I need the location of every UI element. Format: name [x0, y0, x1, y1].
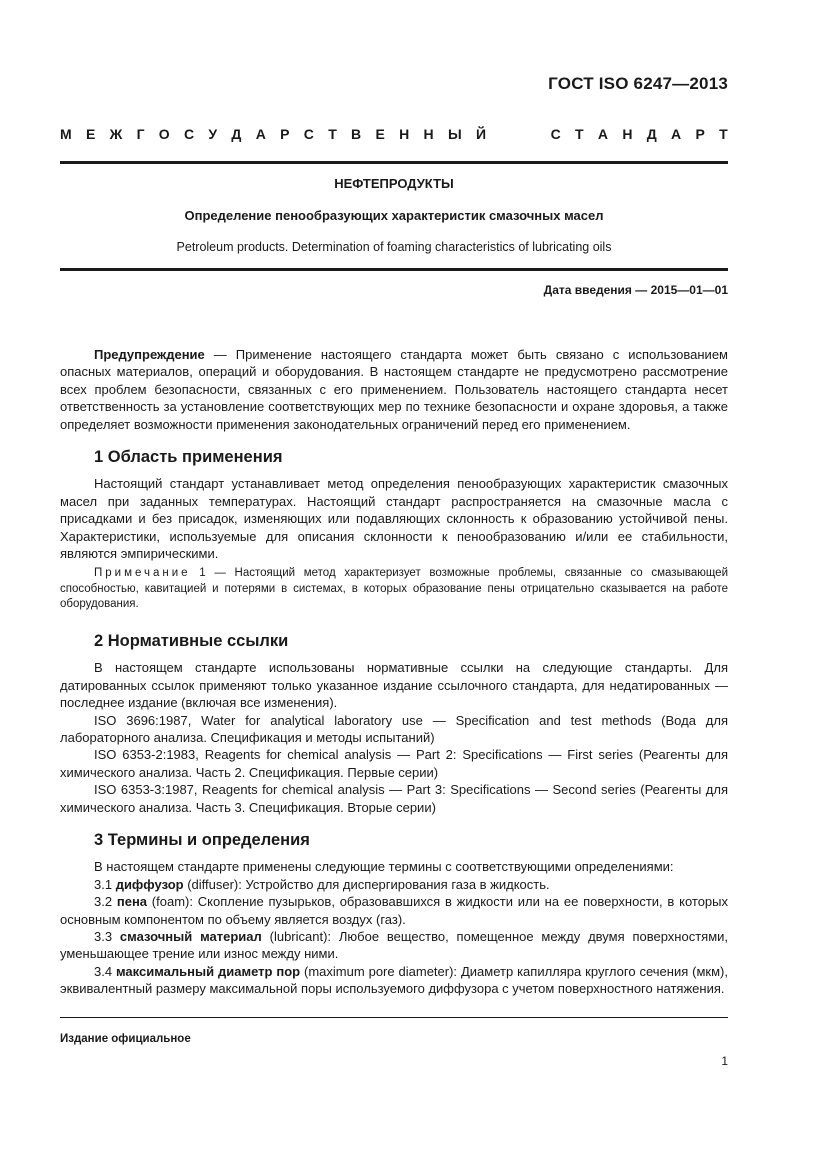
note: [60, 566, 728, 613]
document-number: ГОСТ ISO 6247—2013: [548, 74, 728, 93]
doc-type-letter: Е: [375, 126, 385, 142]
document-subtitle: Определение пенообразующих характеристик смазочных масел: [184, 208, 604, 223]
note-text: 1 — Настоящий метод характеризует возможные проблемы, связанные со смазывающей способностью, кавитацией и потерями в системах, в которых образование пены отрицательно сказывается на работе оборудования.: [60, 567, 728, 611]
warning-paragraph: [60, 346, 728, 433]
term: диффузор: [115, 876, 184, 892]
section-3: [60, 832, 728, 998]
doc-type-letter: Г: [136, 126, 145, 142]
footer-divider: [60, 1017, 728, 1018]
doc-type-letter: Н: [622, 126, 633, 142]
doc-type-letter: А: [597, 126, 609, 142]
doc-type-letter: С: [550, 126, 561, 142]
doc-type-letter: Т: [575, 126, 584, 142]
warning-text: — Применение настоящего стандарта может быть связано с использованием опасных материалов, операций и оборудования. В настоящем стандарте не предусмотрено рассмотрение всех проблем безопасности, связанных с его применением. Пользователь настоящего стандарта несет ответственность за установление соответствующих мер по технике безопасности и охране здоровья, а также определяет возможности применения законодательных ограничений перед его применением.: [60, 347, 728, 432]
term: пена: [116, 894, 148, 910]
document-type-heading: [60, 126, 728, 142]
doc-type-letter: А: [255, 126, 266, 142]
term: смазочный материал: [119, 929, 262, 945]
section-heading: 1 Область применения: [94, 448, 283, 466]
doc-type-letter: В: [351, 126, 362, 142]
reference-item: ISO 3696:1987, Water for analytical laboratory use — Specification and test methods (Вода для лабораторного анализа. Спецификация и методы испытаний): [60, 712, 728, 746]
term-definition: 3.1 диффузор (diffuser): Устройство для диспергирования газа в жидкость.: [94, 876, 550, 892]
official-edition-label: Издание официальное: [60, 1033, 191, 1045]
term-definition: 3.2 пена (foam): Скопление пузырьков, образовавшихся в жидкости или на ее поверхности, в которых основным компонентом по объему является воздух (газ).: [60, 894, 728, 927]
title-divider: [60, 268, 728, 271]
introduction-date: Дата введения — 2015—01—01: [543, 283, 728, 297]
document-title: НЕФТЕПРОДУКТЫ: [334, 176, 454, 191]
section-text: В настоящем стандарте использованы нормативные ссылки на следующие стандарты. Для датированных ссылок применяют только указанное издание ссылочного стандарта, для недатированных — последнее издание (включая все изменения).: [60, 660, 728, 711]
doc-type-letter: Д: [231, 126, 242, 142]
doc-type-letter: Д: [646, 126, 657, 142]
doc-type-letter: С: [303, 126, 314, 142]
section-1: [60, 449, 728, 613]
section-text: В настоящем стандарте применены следующие термины с соответствующими определениями:: [94, 859, 674, 875]
doc-type-letter: Р: [695, 126, 705, 142]
term-definition: 3.3 смазочный материал (lubricant): Любое вещество, помещенное между двумя поверхностями, уменьшающее трение или износ между ними.: [60, 929, 729, 962]
reference-item: ISO 6353-2:1983, Reagents for chemical analysis — Part 2: Specifications — First series (Реагенты для химического анализа. Часть 2. Спецификация. Первые серии): [60, 747, 728, 780]
doc-type-letter: Ж: [109, 126, 123, 142]
doc-type-letter: У: [208, 126, 218, 142]
doc-type-letter: Н: [423, 126, 434, 142]
section-text: Настоящий стандарт устанавливает метод определения пенообразующих характеристик смазочных масел при заданных температурах. Настоящий стандарт распространяется на смазочные масла с присадками и без присадок, изменяющих или подавляющих склонность к образованию устойчивой пены. Характеристики, используемые для описания склонности к пенообразованию и/или ее стабильности, являются эмпирическими.: [60, 476, 728, 562]
page-number: 1: [721, 1054, 728, 1068]
doc-type-letter: Й: [475, 126, 487, 142]
section-2: [60, 633, 728, 816]
doc-type-letter: Т: [719, 126, 728, 142]
term: максимальный диаметр пор: [115, 963, 301, 979]
doc-type-letter: М: [60, 126, 72, 142]
section-heading: 3 Термины и определения: [94, 831, 310, 849]
word-gap: [500, 126, 536, 142]
english-title: Petroleum products. Determination of foaming characteristics of lubricating oils: [176, 240, 612, 254]
note-label: Примечание: [94, 567, 191, 580]
doc-type-letter: Н: [399, 126, 410, 142]
section-heading: 2 Нормативные ссылки: [94, 632, 289, 650]
doc-type-letter: А: [671, 126, 682, 142]
warning-label: Предупреждение: [94, 347, 205, 362]
doc-type-letter: Т: [328, 126, 337, 142]
term-definition: 3.4 максимальный диаметр пор (maximum pore diameter): Диаметр капилляра круглого сечения (мкм), эквивалентный размеру максимальной поры используемого диффузора с учетом поверхностного натяжения.: [60, 963, 728, 997]
doc-type-letter: О: [158, 126, 170, 142]
doc-type-letter: Ы: [447, 126, 462, 142]
reference-item: ISO 6353-3:1987, Reagents for chemical analysis — Part 3: Specifications — Second series (Реагенты для химического анализа. Часть 3. Спецификация. Вторые серии): [60, 782, 728, 815]
doc-type-letter: С: [183, 126, 195, 142]
header-divider: [60, 161, 728, 164]
doc-type-letter: Р: [280, 126, 290, 142]
doc-type-letter: Е: [85, 126, 96, 142]
